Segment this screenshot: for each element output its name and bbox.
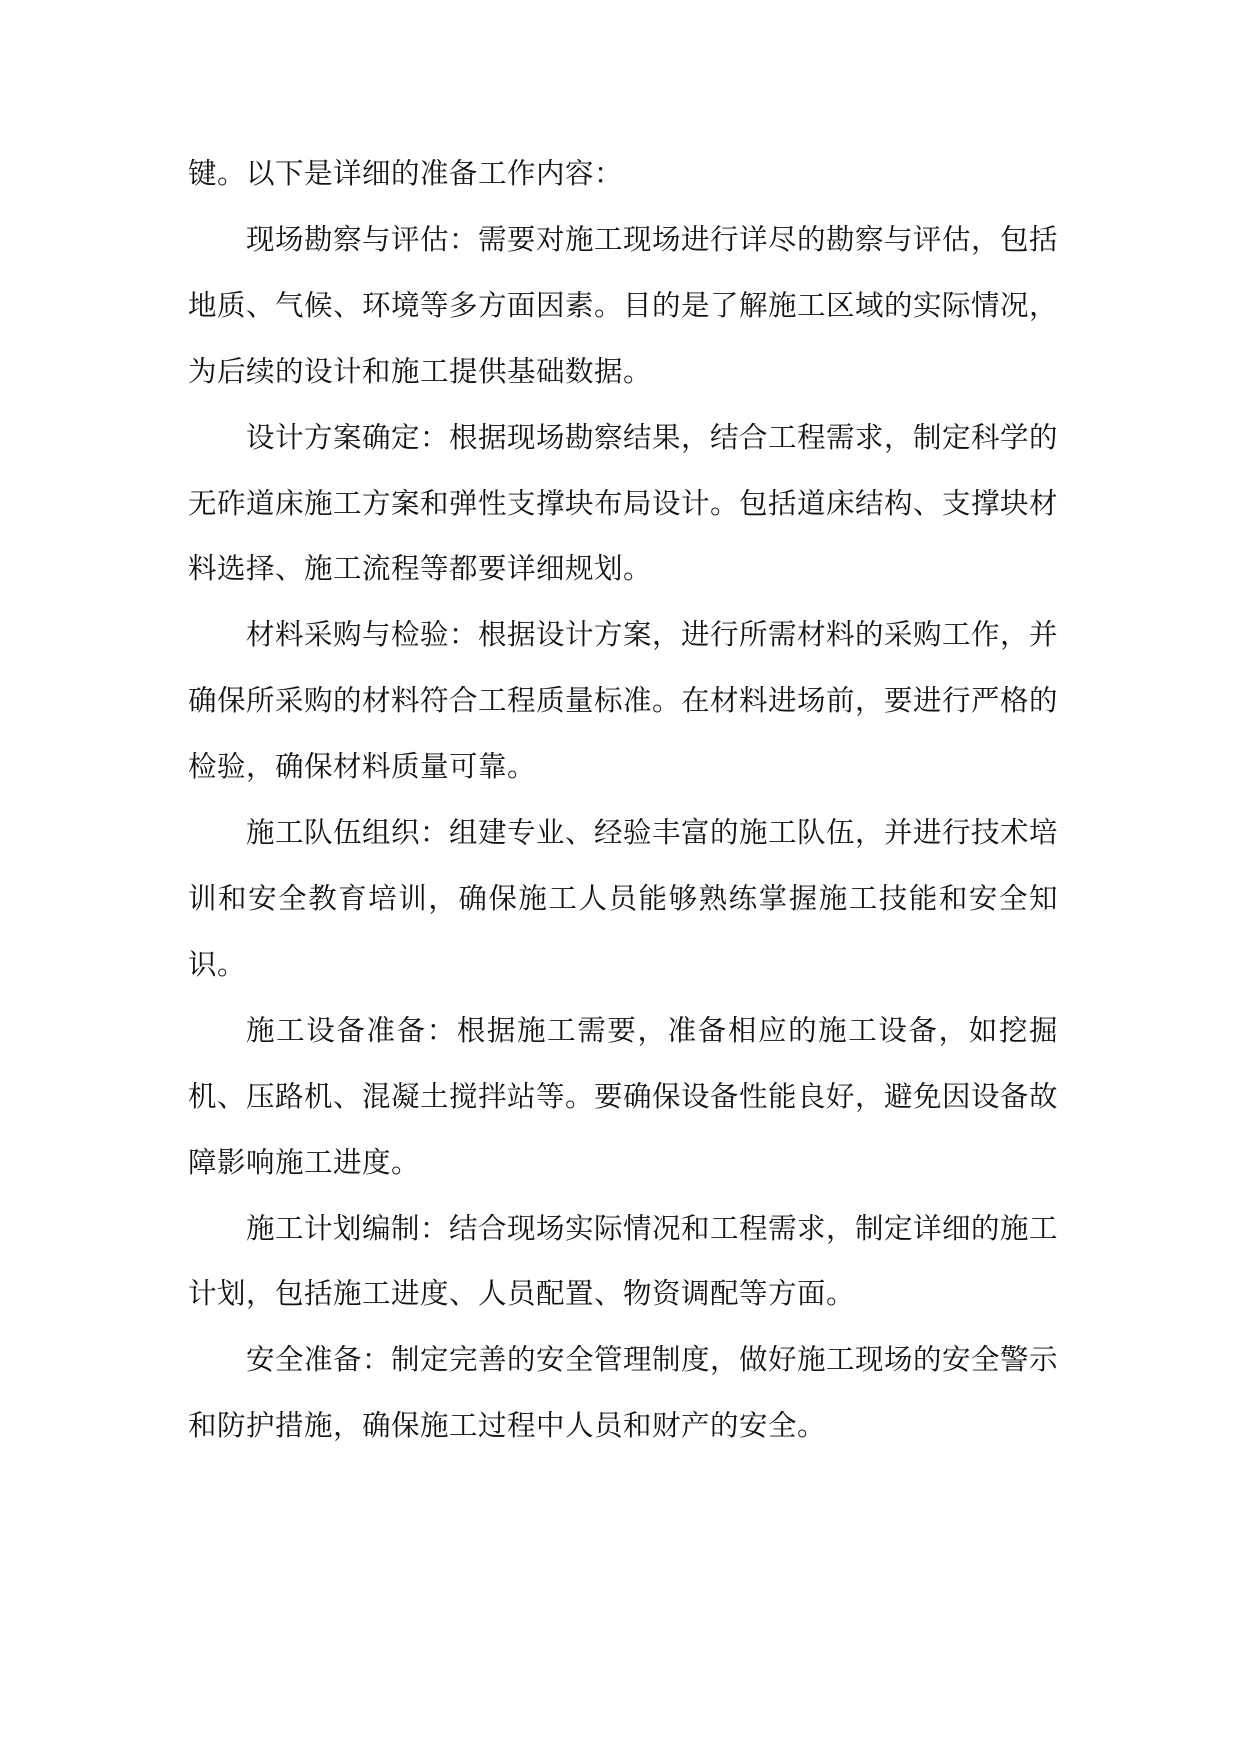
paragraph-equipment-preparation: 施工设备准备：根据施工需要，准备相应的施工设备，如挖掘机、压路机、混凝土搅拌站等。要确保设备性能良好，避免因设备故障影响施工进度。 — [188, 1013, 1059, 1179]
paragraph-safety-preparation: 安全准备：制定完善的安全管理制度，做好施工现场的安全警示和防护措施，确保施工过程中人员和财产的安全。 — [188, 1343, 1059, 1443]
paragraph-site-survey: 现场勘察与评估：需要对施工现场进行详尽的勘察与评估，包括地质、气候、环境等多方面因素。目的是了解施工区域的实际情况，为后续的设计和施工提供基础数据。 — [188, 222, 1059, 388]
paragraph-material-procurement: 材料采购与检验：根据设计方案，进行所需材料的采购工作，并确保所采购的材料符合工程质量标准。在材料进场前，要进行严格的检验，确保材料质量可靠。 — [188, 618, 1059, 784]
paragraph-construction-plan: 施工计划编制：结合现场实际情况和工程需求，制定详细的施工计划，包括施工进度、人员配置、物资调配等方面。 — [188, 1211, 1059, 1311]
document-body — [188, 141, 1058, 1459]
paragraph-team-organization: 施工队伍组织：组建专业、经验丰富的施工队伍，并进行技术培训和安全教育培训，确保施工人员能够熟练掌握施工技能和安全知识。 — [188, 816, 1059, 981]
paragraph-design-plan: 设计方案确定：根据现场勘察结果，结合工程需求，制定科学的无砟道床施工方案和弹性支撑块布局设计。包括道床结构、支撑块材料选择、施工流程等都要详细规划。 — [188, 420, 1059, 586]
paragraph-continuation: 键。以下是详细的准备工作内容： — [188, 157, 624, 190]
